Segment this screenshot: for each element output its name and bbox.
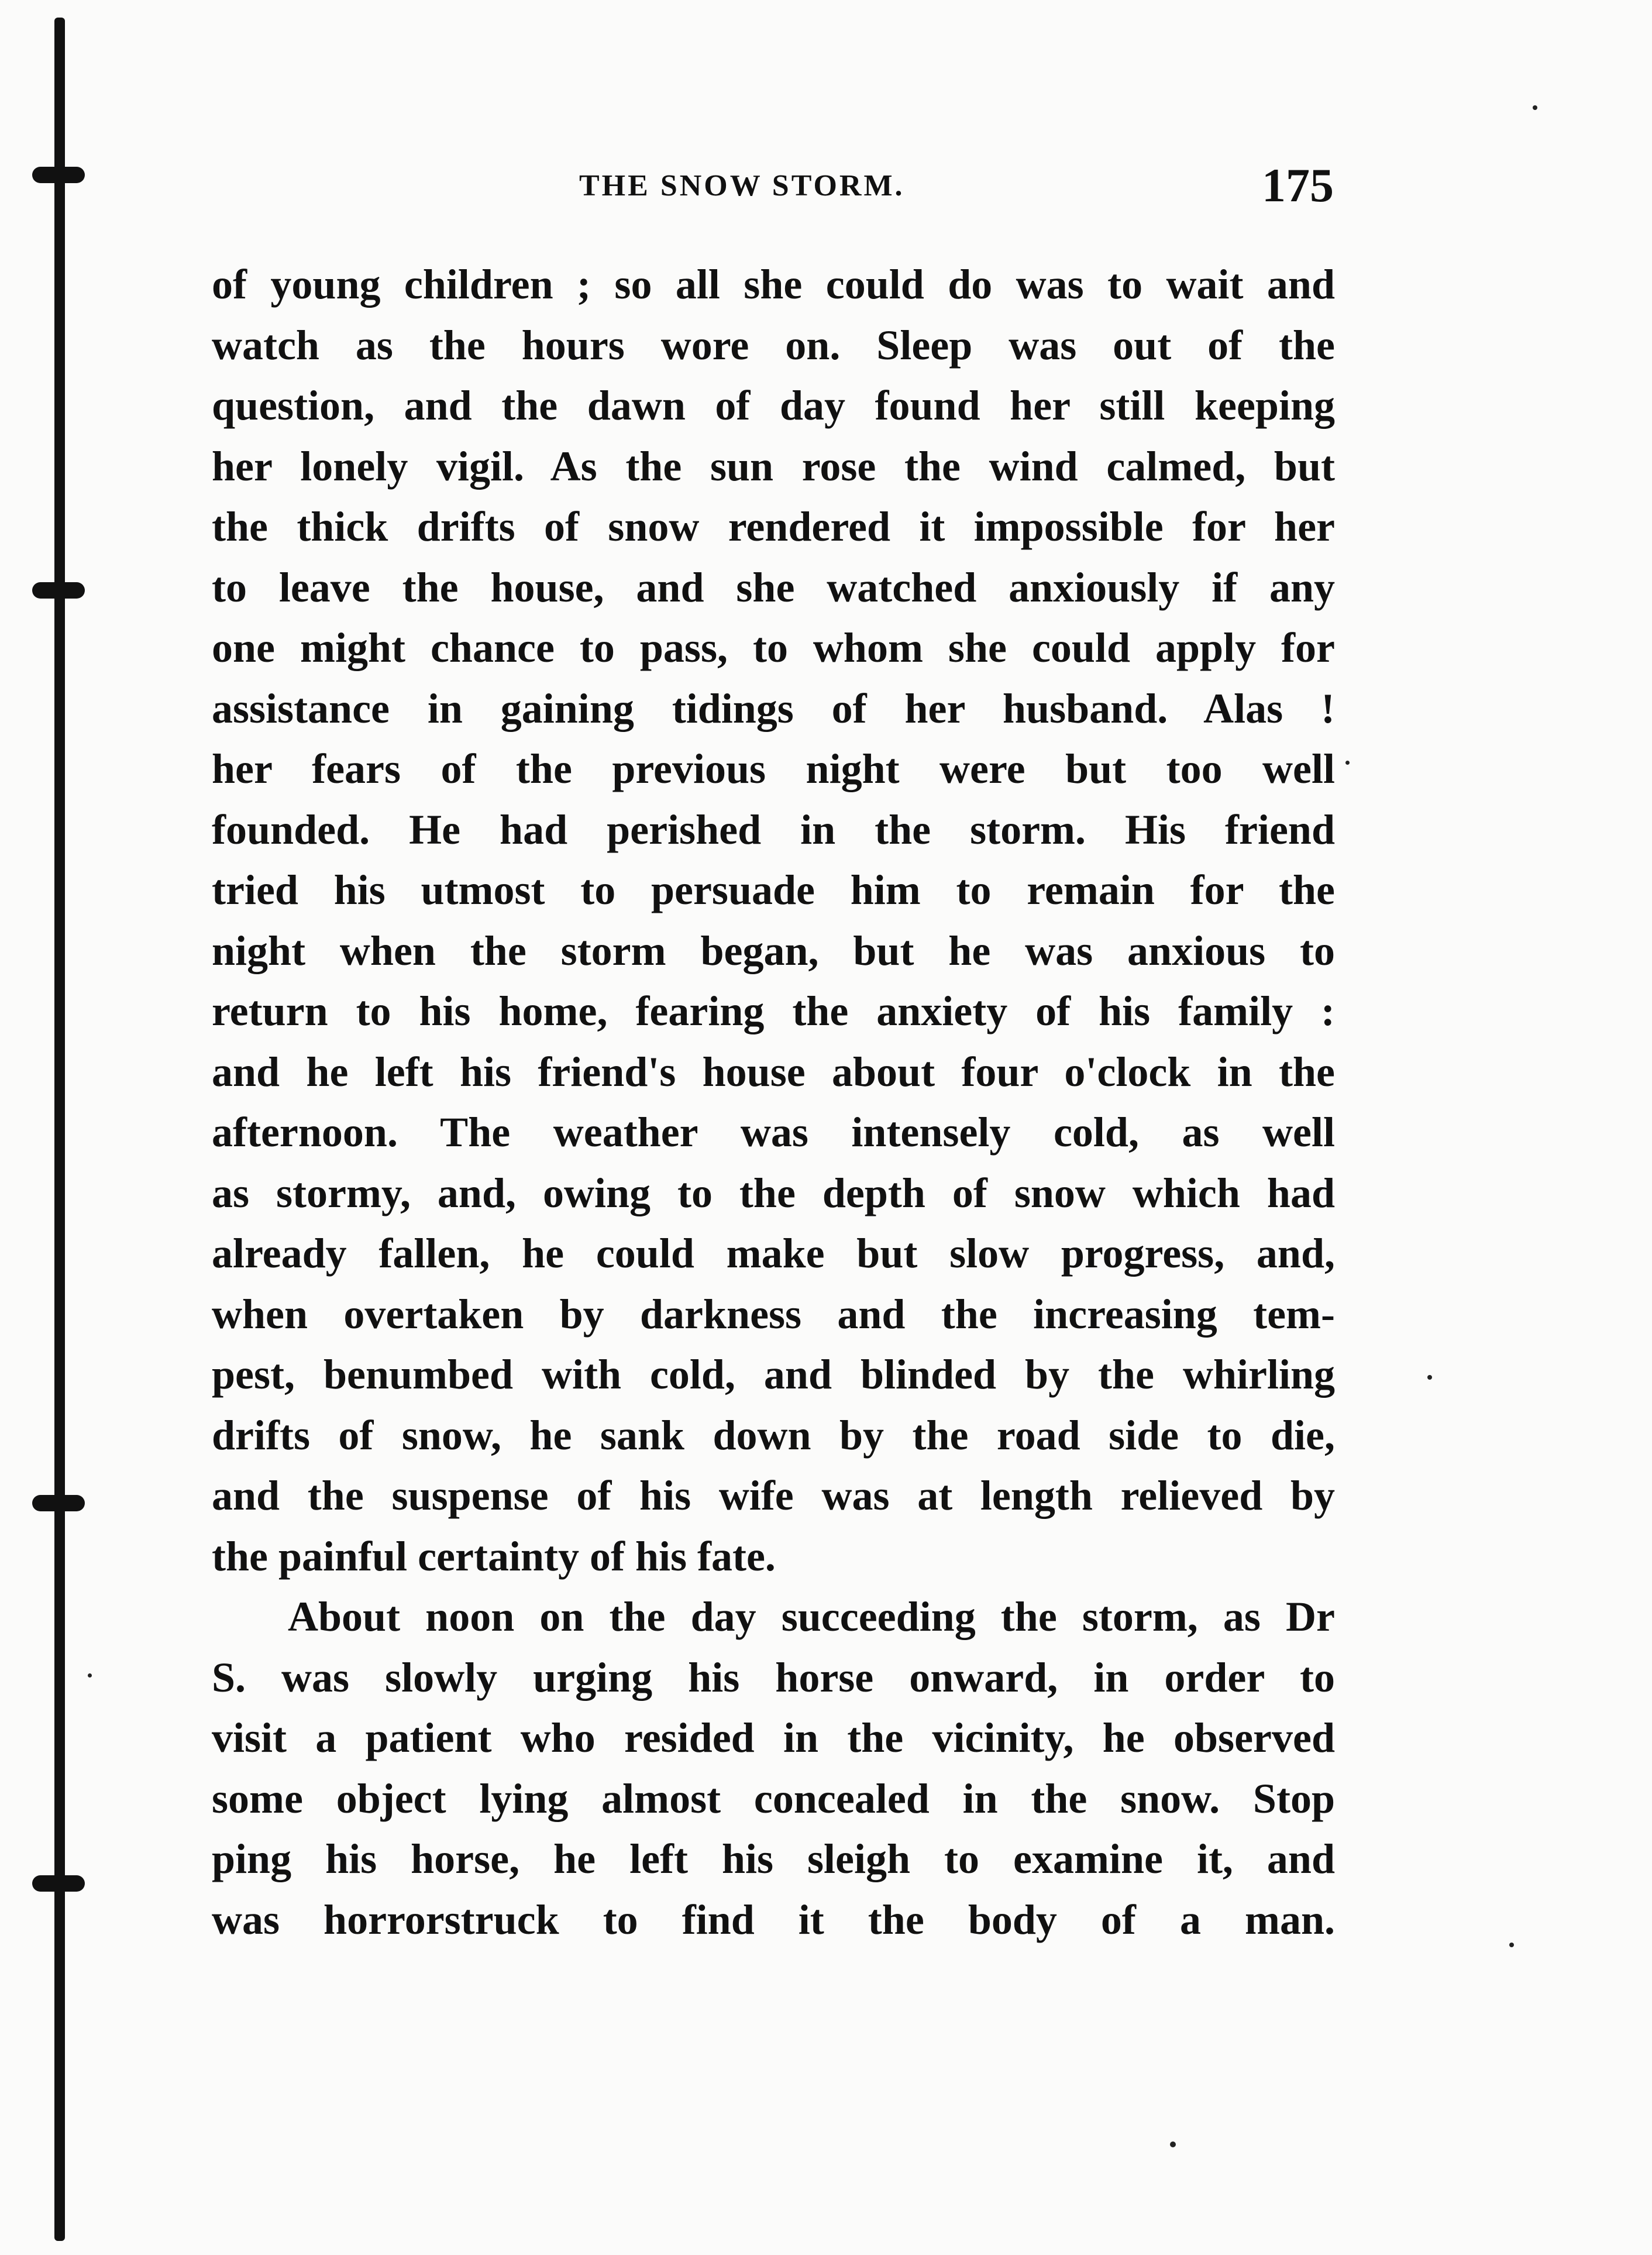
scan-speck [1509,1943,1514,1947]
text-line: visit a patient who resided in the vicinity, he observed [212,1714,1335,1761]
text-line: drifts of snow, he sank down by the road side to die, [212,1411,1335,1459]
binding-rule [54,18,65,2241]
scan-speck [1533,105,1537,110]
text-line: pest, benumbed with cold, and blinded by the whirling [212,1351,1335,1398]
text-line: of young children ; so all she could do was to wait and [212,261,1335,308]
text-line: already fallen, he could make but slow progress, and, [212,1230,1335,1277]
binding-mark [32,582,85,599]
paragraph-first-line: About noon on the day succeeding the storm, as Dr [288,1593,1335,1640]
text-line: question, and the dawn of day found her still keeping [212,382,1335,429]
text-line: tried his utmost to persuade him to remain for the [212,867,1335,913]
text-line: night when the storm began, but he was anxious to [212,927,1335,974]
text-line: return to his home, fearing the anxiety of his family : [212,988,1335,1034]
scan-speck [1345,761,1350,765]
text-line: and he left his friend's house about four o'clock in the [212,1048,1335,1095]
text-line: founded. He had perished in the storm. His friend [212,806,1335,853]
running-title: THE SNOW STORM. [579,169,905,202]
text-line: watch as the hours wore on. Sleep was out of the [212,321,1335,369]
body-text [212,255,1335,1950]
text-line: when overtaken by darkness and the increasing tem- [212,1290,1335,1338]
scan-speck [1170,2141,1176,2147]
text-line: her lonely vigil. As the sun rose the wind calmed, but [212,442,1335,490]
scan-speck [88,1673,92,1678]
text-line: S. was slowly urging his horse onward, in order to [212,1654,1335,1701]
text-line: as stormy, and, owing to the depth of snow which had [212,1169,1335,1216]
scan-speck [1427,1375,1432,1380]
text-line: one might chance to pass, to whom she could apply for [212,624,1335,671]
text-line: her fears of the previous night were but too well [212,745,1335,792]
running-head [211,158,1334,216]
text-line: and the suspense of his wife was at length relieved by [212,1472,1335,1519]
page-number: 175 [1262,159,1334,212]
text-line: the thick drifts of snow rendered it impossible for her [212,503,1335,550]
binding-mark [32,1875,85,1892]
text-line: ping his horse, he left his sleigh to examine it, and [212,1835,1335,1882]
text-line: some object lying almost concealed in the snow. Stop [212,1775,1335,1822]
binding-mark [32,167,85,183]
text-line: the painful certainty of his fate. [212,1532,776,1580]
text-line: was horrorstruck to find it the body of a man. [212,1896,1335,1943]
text-line: assistance in gaining tidings of her husband. Alas ! [212,685,1335,732]
text-line: to leave the house, and she watched anxiously if any [212,563,1335,611]
binding-mark [32,1495,85,1511]
text-line: afternoon. The weather was intensely cold, as well [212,1109,1335,1156]
